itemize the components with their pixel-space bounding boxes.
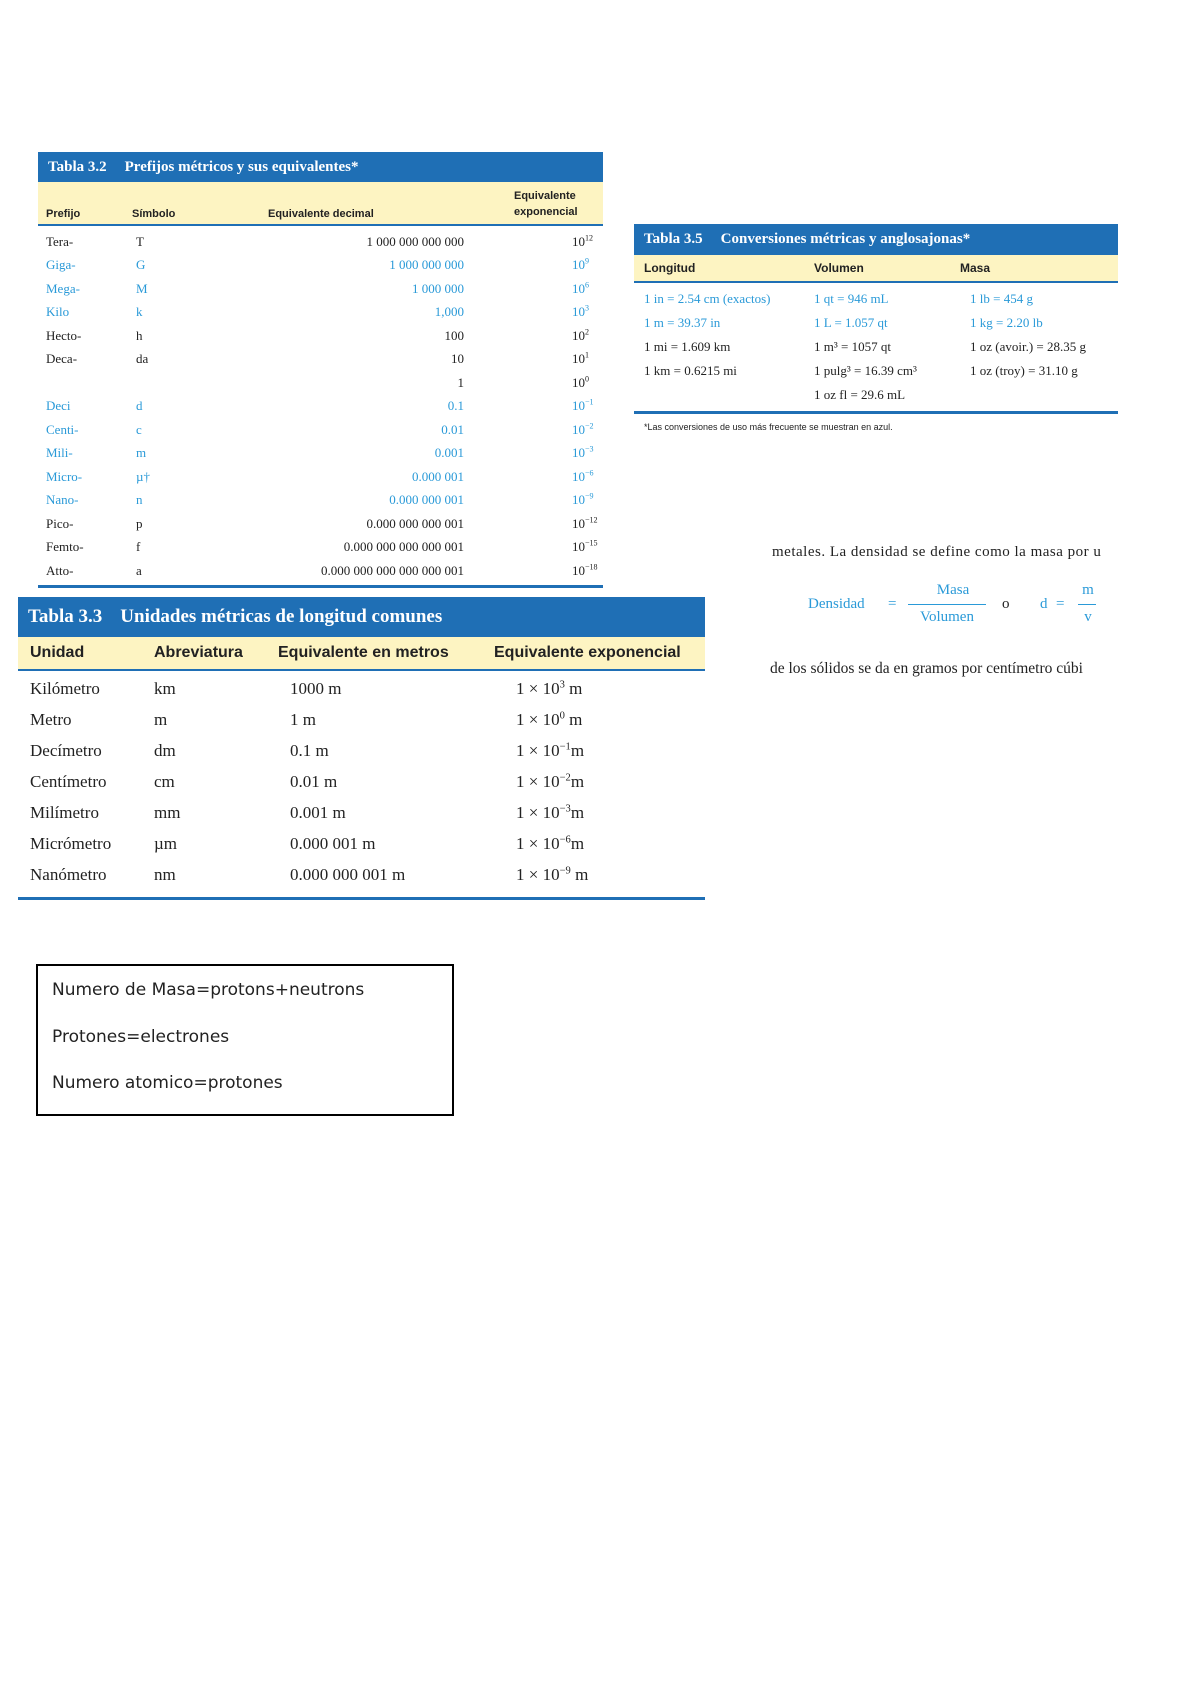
decimal-cell: 0.000 000 000 000 000 001 xyxy=(321,562,464,578)
symbol-cell: m xyxy=(136,445,147,461)
symbol-cell: G xyxy=(136,257,146,273)
table-row xyxy=(38,301,603,325)
table-footnote: *Las conversiones de uso más frecuente se muestran en azul. xyxy=(644,422,893,432)
exponential-cell-exponent: 12 xyxy=(585,233,594,243)
exponential-cell-unit: m xyxy=(564,678,583,698)
volume-cell: 1 qt = 946 mL xyxy=(814,291,889,306)
abbreviation-cell: km xyxy=(154,678,176,698)
length-cell: 1 km = 0.6215 mi xyxy=(644,363,737,378)
table-row xyxy=(38,254,603,278)
exponential-cell-base: 10 xyxy=(572,233,585,249)
table-column-headers xyxy=(38,182,603,226)
exponential-cell xyxy=(484,348,603,372)
unit-cell: Micrómetro xyxy=(30,833,112,853)
meters-cell: 0.01 m xyxy=(290,771,338,791)
mass-symbol: m xyxy=(1082,582,1094,598)
exponential-cell-base: 1 × 10 xyxy=(516,833,560,853)
table-row xyxy=(634,383,1118,407)
column-header-exponential-line1: Equivalente xyxy=(514,190,576,202)
symbol-cell: M xyxy=(136,280,148,296)
unit-cell: Decímetro xyxy=(30,740,102,760)
exponential-cell-exponent: −6 xyxy=(559,833,571,845)
exponential-cell-exponent: −9 xyxy=(585,491,594,501)
table-3-3 xyxy=(18,597,705,900)
prefix-cell: Kilo xyxy=(46,304,70,320)
prefix-cell: Giga- xyxy=(46,257,76,273)
volume-symbol: v xyxy=(1084,609,1092,625)
table-row xyxy=(38,371,603,395)
length-cell xyxy=(634,383,804,407)
column-header-exponential: Equivalente exponencial xyxy=(494,644,681,661)
equals-sign-2: = xyxy=(1056,596,1065,612)
symbol-cell: c xyxy=(136,421,142,437)
exponential-cell-base: 10 xyxy=(572,562,585,578)
notes-box xyxy=(36,964,454,1116)
prefix-cell: Deca- xyxy=(46,351,78,367)
exponential-cell xyxy=(484,301,603,325)
exponential-cell-exponent: −15 xyxy=(585,538,598,548)
exponential-cell xyxy=(484,277,603,301)
exponential-cell xyxy=(484,536,603,560)
table-title-bar xyxy=(18,597,705,637)
table-row xyxy=(38,324,603,348)
table-number: Tabla 3.2 xyxy=(48,158,107,175)
table-title: Conversiones métricas y anglosajonas* xyxy=(720,231,971,247)
abbreviation-cell: dm xyxy=(154,740,176,760)
decimal-cell: 1 xyxy=(457,374,464,390)
column-header-abbreviation: Abreviatura xyxy=(154,644,243,661)
conversion-table-body xyxy=(634,287,1118,407)
table-row xyxy=(18,859,705,890)
symbol-cell: µ† xyxy=(136,468,150,484)
decimal-cell: 1 000 000 000 000 xyxy=(366,233,464,249)
unit-cell: Nanómetro xyxy=(30,864,107,884)
exponential-cell-base: 10 xyxy=(572,257,585,273)
mass-cell: 1 oz (avoir.) = 28.35 g xyxy=(970,339,1087,354)
symbol-cell: n xyxy=(136,492,143,508)
exponential-cell-exponent: −3 xyxy=(585,444,594,454)
exponential-cell-exponent: −18 xyxy=(585,562,598,572)
fraction-numerator: Masa xyxy=(936,582,970,598)
symbol-cell: p xyxy=(136,515,143,531)
exponential-cell-base: 10 xyxy=(572,304,585,320)
note-mass-number: Numero de Masa=protons+neutrons xyxy=(52,980,365,1000)
exponential-cell-exponent: 1 xyxy=(585,350,590,360)
exponential-cell-base: 10 xyxy=(572,280,585,296)
table-bottom-rule xyxy=(38,585,603,588)
exponential-cell xyxy=(484,489,603,513)
column-header-prefix: Prefijo xyxy=(46,208,81,220)
meters-cell: 1000 m xyxy=(290,678,342,698)
exponential-cell-exponent: −12 xyxy=(585,515,598,525)
prefix-cell: Tera- xyxy=(46,233,74,249)
exponential-cell-base: 10 xyxy=(572,468,585,484)
volume-cell: 1 pulg³ = 16.39 cm³ xyxy=(814,363,917,378)
exponential-cell-exponent: 0 xyxy=(559,709,565,721)
table-row xyxy=(18,735,705,766)
exponential-cell-base: 10 xyxy=(572,327,585,343)
table-bottom-rule xyxy=(634,411,1118,414)
abbreviation-cell: m xyxy=(154,709,168,729)
unit-cell: Metro xyxy=(30,709,72,729)
exponential-cell xyxy=(502,735,705,766)
decimal-cell: 0.1 xyxy=(447,398,464,414)
table-row xyxy=(18,828,705,859)
prefix-cell: Mili- xyxy=(46,445,73,461)
meters-cell: 1 m xyxy=(290,709,316,729)
exponential-cell-base: 10 xyxy=(572,374,585,390)
column-header-volume: Volumen xyxy=(814,261,864,275)
table-row xyxy=(38,395,603,419)
exponential-cell xyxy=(502,828,705,859)
table-row xyxy=(18,704,705,735)
symbol-cell: da xyxy=(136,351,149,367)
abbreviation-cell: nm xyxy=(154,864,176,884)
table-row xyxy=(634,359,1118,383)
table-column-headers xyxy=(634,255,1118,283)
prefix-cell: Micro- xyxy=(46,468,83,484)
symbol-cell: d xyxy=(136,398,143,414)
exponential-cell xyxy=(484,395,603,419)
exponential-cell xyxy=(484,465,603,489)
table-3-5 xyxy=(634,224,1118,432)
exponential-cell-base: 1 × 10 xyxy=(516,709,560,729)
column-header-unit: Unidad xyxy=(30,644,85,661)
note-atomic-number: Numero atomico=protones xyxy=(52,1073,283,1093)
decimal-cell: 100 xyxy=(444,327,464,343)
exponential-cell-base: 1 × 10 xyxy=(516,864,560,884)
symbol-cell: f xyxy=(136,539,141,555)
symbol-cell: T xyxy=(136,233,144,249)
table-row xyxy=(38,559,603,583)
exponential-cell-unit: m xyxy=(570,833,585,853)
table-title-bar xyxy=(634,224,1118,255)
exponential-cell-exponent: −1 xyxy=(559,740,571,752)
symbol-cell: a xyxy=(136,562,142,578)
exponential-cell-base: 10 xyxy=(572,421,585,437)
decimal-cell: 0.000 000 000 000 001 xyxy=(343,539,464,555)
table-row xyxy=(38,489,603,513)
exponential-cell-exponent: 3 xyxy=(559,678,565,690)
decimal-cell: 0.001 xyxy=(434,445,464,461)
exponential-cell-exponent: −2 xyxy=(559,771,571,783)
fraction-bar xyxy=(908,604,986,605)
prefix-cell: Pico- xyxy=(46,515,74,531)
prefix-cell: Hecto- xyxy=(46,327,82,343)
symbol-cell: h xyxy=(136,327,143,343)
unit-cell: Centímetro xyxy=(30,771,107,791)
exponential-cell-base: 1 × 10 xyxy=(516,802,560,822)
table-number: Tabla 3.5 xyxy=(644,231,703,247)
exponential-cell-exponent: 2 xyxy=(585,327,590,337)
table-row xyxy=(38,230,603,254)
equals-sign: = xyxy=(888,596,897,612)
length-cell: 1 m = 39.37 in xyxy=(644,315,721,330)
exponential-cell-base: 10 xyxy=(572,351,585,367)
exponential-cell xyxy=(484,418,603,442)
exponential-cell-base: 10 xyxy=(572,515,585,531)
mass-cell xyxy=(960,383,1118,407)
unit-cell: Kilómetro xyxy=(30,678,100,698)
abbreviation-cell: cm xyxy=(154,771,175,791)
prefix-cell: Centi- xyxy=(46,421,79,437)
exponential-cell-exponent: −9 xyxy=(559,864,571,876)
exponential-cell xyxy=(484,442,603,466)
table-row xyxy=(634,311,1118,335)
table-row xyxy=(38,277,603,301)
meters-cell: 0.000 001 m xyxy=(290,833,376,853)
exponential-cell-exponent: 9 xyxy=(585,256,590,266)
exponential-cell-exponent: −3 xyxy=(559,802,571,814)
exponential-cell-exponent: −2 xyxy=(585,421,594,431)
volume-cell: 1 oz fl = 29.6 mL xyxy=(814,387,906,402)
volume-cell: 1 m³ = 1057 qt xyxy=(814,339,891,354)
decimal-cell: 0.000 000 001 xyxy=(389,492,464,508)
exponential-cell-base: 1 × 10 xyxy=(516,771,560,791)
decimal-cell: 0.01 xyxy=(441,421,464,437)
exponential-cell xyxy=(502,704,705,735)
density-formula xyxy=(808,582,1098,630)
exponential-cell xyxy=(484,512,603,536)
exponential-cell-exponent: 3 xyxy=(585,303,590,313)
exponential-cell-unit: m xyxy=(570,740,585,760)
exponential-cell xyxy=(484,254,603,278)
prefix-cell xyxy=(38,371,132,395)
column-header-length: Longitud xyxy=(644,261,696,275)
exponential-cell xyxy=(484,559,603,583)
prefix-cell: Mega- xyxy=(46,280,80,296)
abbreviation-cell: µm xyxy=(154,833,178,853)
table-column-headers xyxy=(18,637,705,671)
exponential-cell-unit: m xyxy=(570,864,589,884)
prefix-cell: Nano- xyxy=(46,492,79,508)
fraction-bar-2 xyxy=(1078,604,1096,605)
exponential-cell-unit: m xyxy=(570,802,585,822)
symbol-cell xyxy=(132,371,206,395)
mass-cell: 1 oz (troy) = 31.10 g xyxy=(970,363,1078,378)
column-header-exponential-line2: exponencial xyxy=(514,206,578,218)
length-cell: 1 in = 2.54 cm (exactos) xyxy=(644,291,771,306)
fraction-denominator: Volumen xyxy=(920,609,974,625)
exponential-cell-exponent: 6 xyxy=(585,280,590,290)
decimal-cell: 0.000 000 000 001 xyxy=(366,515,464,531)
table-row xyxy=(38,418,603,442)
exponential-cell-exponent: −6 xyxy=(585,468,594,478)
exponential-cell-base: 1 × 10 xyxy=(516,678,560,698)
decimal-cell: 10 xyxy=(451,351,464,367)
exponential-cell xyxy=(502,673,705,704)
table-row xyxy=(38,348,603,372)
density-text-bottom: de los sólidos se da en gramos por centímetro cúbi xyxy=(770,660,1083,677)
exponential-cell xyxy=(484,230,603,254)
exponential-cell-base: 1 × 10 xyxy=(516,740,560,760)
column-header-symbol: Símbolo xyxy=(132,208,176,220)
table-row xyxy=(18,673,705,704)
exponential-cell xyxy=(484,371,603,395)
meters-cell: 0.000 000 001 m xyxy=(290,864,406,884)
length-units-table-body xyxy=(18,673,705,890)
column-header-mass: Masa xyxy=(960,261,991,275)
prefix-cell: Atto- xyxy=(46,562,74,578)
exponential-cell xyxy=(484,324,603,348)
table-row xyxy=(38,465,603,489)
table-bottom-rule xyxy=(18,897,705,900)
symbol-cell: k xyxy=(136,304,143,320)
exponential-cell xyxy=(502,859,705,890)
table-row xyxy=(634,335,1118,359)
exponential-cell-exponent: −1 xyxy=(585,397,594,407)
note-protons-electrons: Protones=electrones xyxy=(52,1027,230,1047)
column-header-decimal: Equivalente decimal xyxy=(268,208,374,220)
density-label: Densidad xyxy=(808,596,865,612)
prefix-cell: Femto- xyxy=(46,539,84,555)
table-row xyxy=(18,766,705,797)
table-number: Tabla 3.3 xyxy=(28,606,103,627)
mass-cell: 1 kg = 2.20 lb xyxy=(970,315,1043,330)
exponential-cell-base: 10 xyxy=(572,539,585,555)
exponential-cell-base: 10 xyxy=(572,492,585,508)
volume-cell: 1 L = 1.057 qt xyxy=(814,315,888,330)
table-row xyxy=(18,797,705,828)
column-header-meters: Equivalente en metros xyxy=(278,644,449,661)
decimal-cell: 1,000 xyxy=(434,304,464,320)
exponential-cell-base: 10 xyxy=(572,445,585,461)
table-row xyxy=(38,536,603,560)
meters-cell: 0.001 m xyxy=(290,802,346,822)
table-row xyxy=(38,512,603,536)
exponential-cell xyxy=(502,797,705,828)
unit-cell: Milímetro xyxy=(30,802,99,822)
table-title: Unidades métricas de longitud comunes xyxy=(120,606,443,627)
table-title-bar xyxy=(38,152,603,182)
table-title: Prefijos métricos y sus equivalentes* xyxy=(124,158,359,175)
abbreviation-cell: mm xyxy=(154,802,181,822)
exponential-cell-unit: m xyxy=(564,709,583,729)
length-cell: 1 mi = 1.609 km xyxy=(644,339,731,354)
table-row xyxy=(38,442,603,466)
exponential-cell-base: 10 xyxy=(572,398,585,414)
decimal-cell: 0.000 001 xyxy=(412,468,464,484)
exponential-cell xyxy=(502,766,705,797)
mass-cell: 1 lb = 454 g xyxy=(970,291,1033,306)
decimal-cell: 1 000 000 000 xyxy=(389,257,464,273)
prefix-cell: Deci xyxy=(46,398,71,414)
table-3-2 xyxy=(38,152,603,588)
exponential-cell-unit: m xyxy=(570,771,585,791)
meters-cell: 0.1 m xyxy=(290,740,329,760)
exponential-cell-exponent: 0 xyxy=(585,374,590,384)
decimal-cell: 1 000 000 xyxy=(412,280,464,296)
density-symbol: d xyxy=(1040,596,1048,612)
prefix-table-body xyxy=(38,230,603,583)
table-row xyxy=(634,287,1118,311)
or-word: o xyxy=(1002,596,1010,612)
density-text-top: metales. La densidad se define como la masa por u xyxy=(772,544,1102,560)
